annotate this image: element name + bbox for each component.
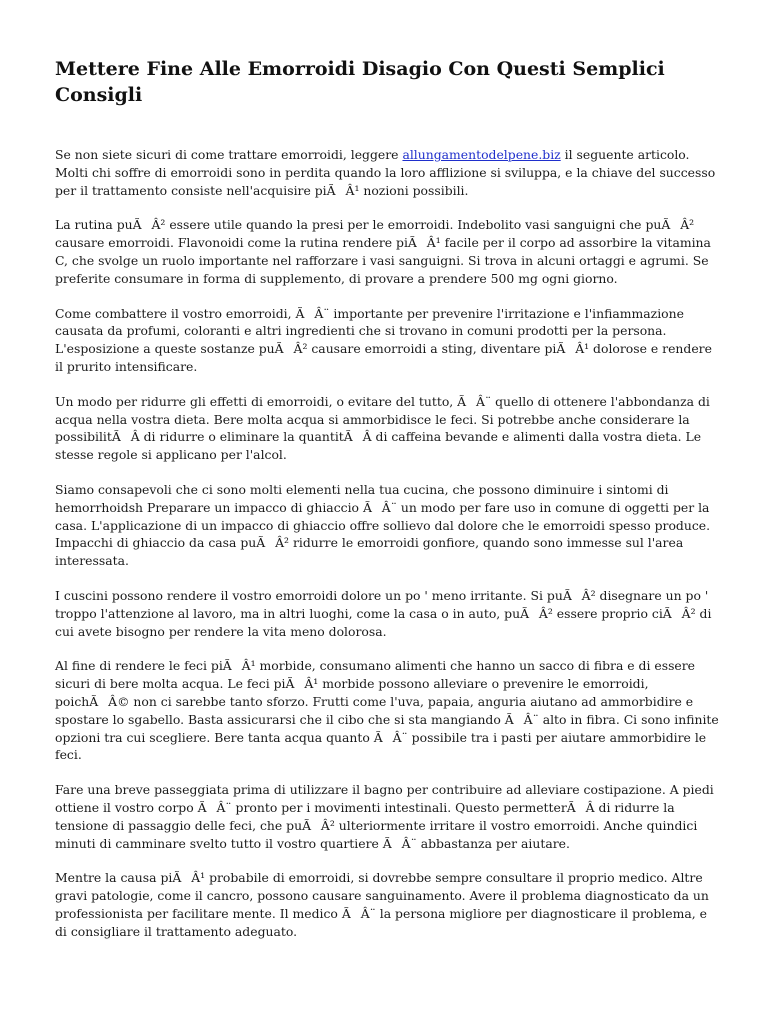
paragraph-passeggiata: Fare una breve passeggiata prima di utilizzare il bagno per contribuire ad alleviare costipazione. A piedi ottiene il vostro corpo ÃÂ¨ pronto per i movimenti intestinali. Questo permetterÃÂ di ridurre la tensione di passaggio delle feci, che puÃÂ² ulteriormente irritare il vostro emorroidi. Anche quindici minuti di camminare svelto tutto il vostro quartiere ÃÂ¨ abbastanza per aiutare. (55, 782, 714, 851)
paragraph-fibra: Al fine di rendere le feci piÃÂ¹ morbide, consumano alimenti che hanno un sacco di fibra e di essere sicuri di bere molta acqua. Le feci piÃÂ¹ morbide possono alleviare o prevenire le emorroidi, poichÃÂ© non ci sarebbe tanto sforzo. Frutti come l'uva, papaia, anguria aiutano ad ammorbidire e spostare lo sgabello. Basta assicurarsi che il cibo che si sta mangiando ÃÂ¨ alto in fibra. Ci sono infinite opzioni tra cui scegliere. Bere tanta acqua quanto ÃÂ¨ possibile tra i pasti per aiutare ammorbidire le feci. (55, 658, 719, 763)
article-link[interactable]: allungamentodelpene.biz (402, 147, 561, 162)
paragraph-ghiaccio: Siamo consapevoli che ci sono molti elementi nella tua cucina, che possono diminuire i sintomi di hemorrhoidsh Preparare un impacco di ghiaccio ÃÂ¨ un modo per fare uso in comune di oggetti per la casa. L'applicazione di un impacco di ghiaccio offre sollievo dal dolore che le emorroidi spesso produce. Impacchi di ghiaccio da casa puÃÂ² ridurre le emorroidi gonfiore, quando sono immesse sul l'area interessata. (55, 481, 711, 569)
paragraph-acqua: Un modo per ridurre gli effetti di emorroidi, o evitare del tutto, ÃÂ¨ quello di ottenere l'abbondanza di acqua nella vostra dieta. Bere molta acqua si ammorbidisce le feci. Si potrebbe anche considerare la possibilitÃÂ di ridurre o eliminare la quantitÃÂ di caffeina bevande e alimenti dalla vostra dieta. Le stesse regole si applicano per l'alcol. (55, 393, 710, 463)
document-page (55, 56, 721, 957)
paragraph-cuscini: I cuscini possono rendere il vostro emorroidi dolore un po ' meno irritante. Si puÃÂ² disegnare un po ' troppo l'attenzione al lavoro, ma in altri luoghi, come la casa o in auto, puÃÂ² essere proprio ciÃÂ² di cui avete bisogno per rendere la vita meno dolorosa. (55, 587, 712, 639)
paragraph-intro (55, 146, 721, 199)
paragraph-irritazione: Come combattere il vostro emorroidi, ÃÂ¨ importante per prevenire l'irritazione e l'infiammazione causata da profumi, coloranti e altri ingredienti che si trovano in comuni prodotti per la persona. L'esposizione a queste sostanze puÃÂ² causare emorroidi a sting, diventare piÃÂ¹ dolorose e rendere il prurito intensificare. (55, 305, 712, 374)
paragraph-intro-before: Se non siete sicuri di come trattare emorroidi, leggere (55, 147, 403, 162)
paragraph-medico: Mentre la causa piÃÂ¹ probabile di emorroidi, si dovrebbe sempre consultare il proprio medico. Altre gravi patologie, come il cancro, possono causare sanguinamento. Avere il problema diagnosticato da un professionista per facilitare mente. Il medico ÃÂ¨ la persona migliore per diagnosticare il problema, e di consigliare il trattamento adeguato. (55, 870, 709, 939)
paragraph-intro-after: il seguente articolo. Molti chi soffre di emorroidi sono in perdita quando la loro afflizione si sviluppa, e la chiave del successo per il trattamento consiste nell'acquisire piÃÂ¹ nozioni possibili. (55, 147, 716, 198)
paragraph-rutina: La rutina puÃÂ² essere utile quando la presi per le emorroidi. Indebolito vasi sanguigni che puÃÂ² causare emorroidi. Flavonoidi come la rutina rendere piÃÂ¹ facile per il corpo ad assorbire la vitamina C, che svolge un ruolo importante nel rafforzare i vasi sanguigni. Si trova in alcuni ortaggi e agrumi. Se preferite consumare in forma di supplemento, di provare a prendere 500 mg ogni giorno. (55, 217, 711, 286)
article-title: Mettere Fine Alle Emorroidi Disagio Con Questi Semplici Consigli (55, 58, 665, 106)
